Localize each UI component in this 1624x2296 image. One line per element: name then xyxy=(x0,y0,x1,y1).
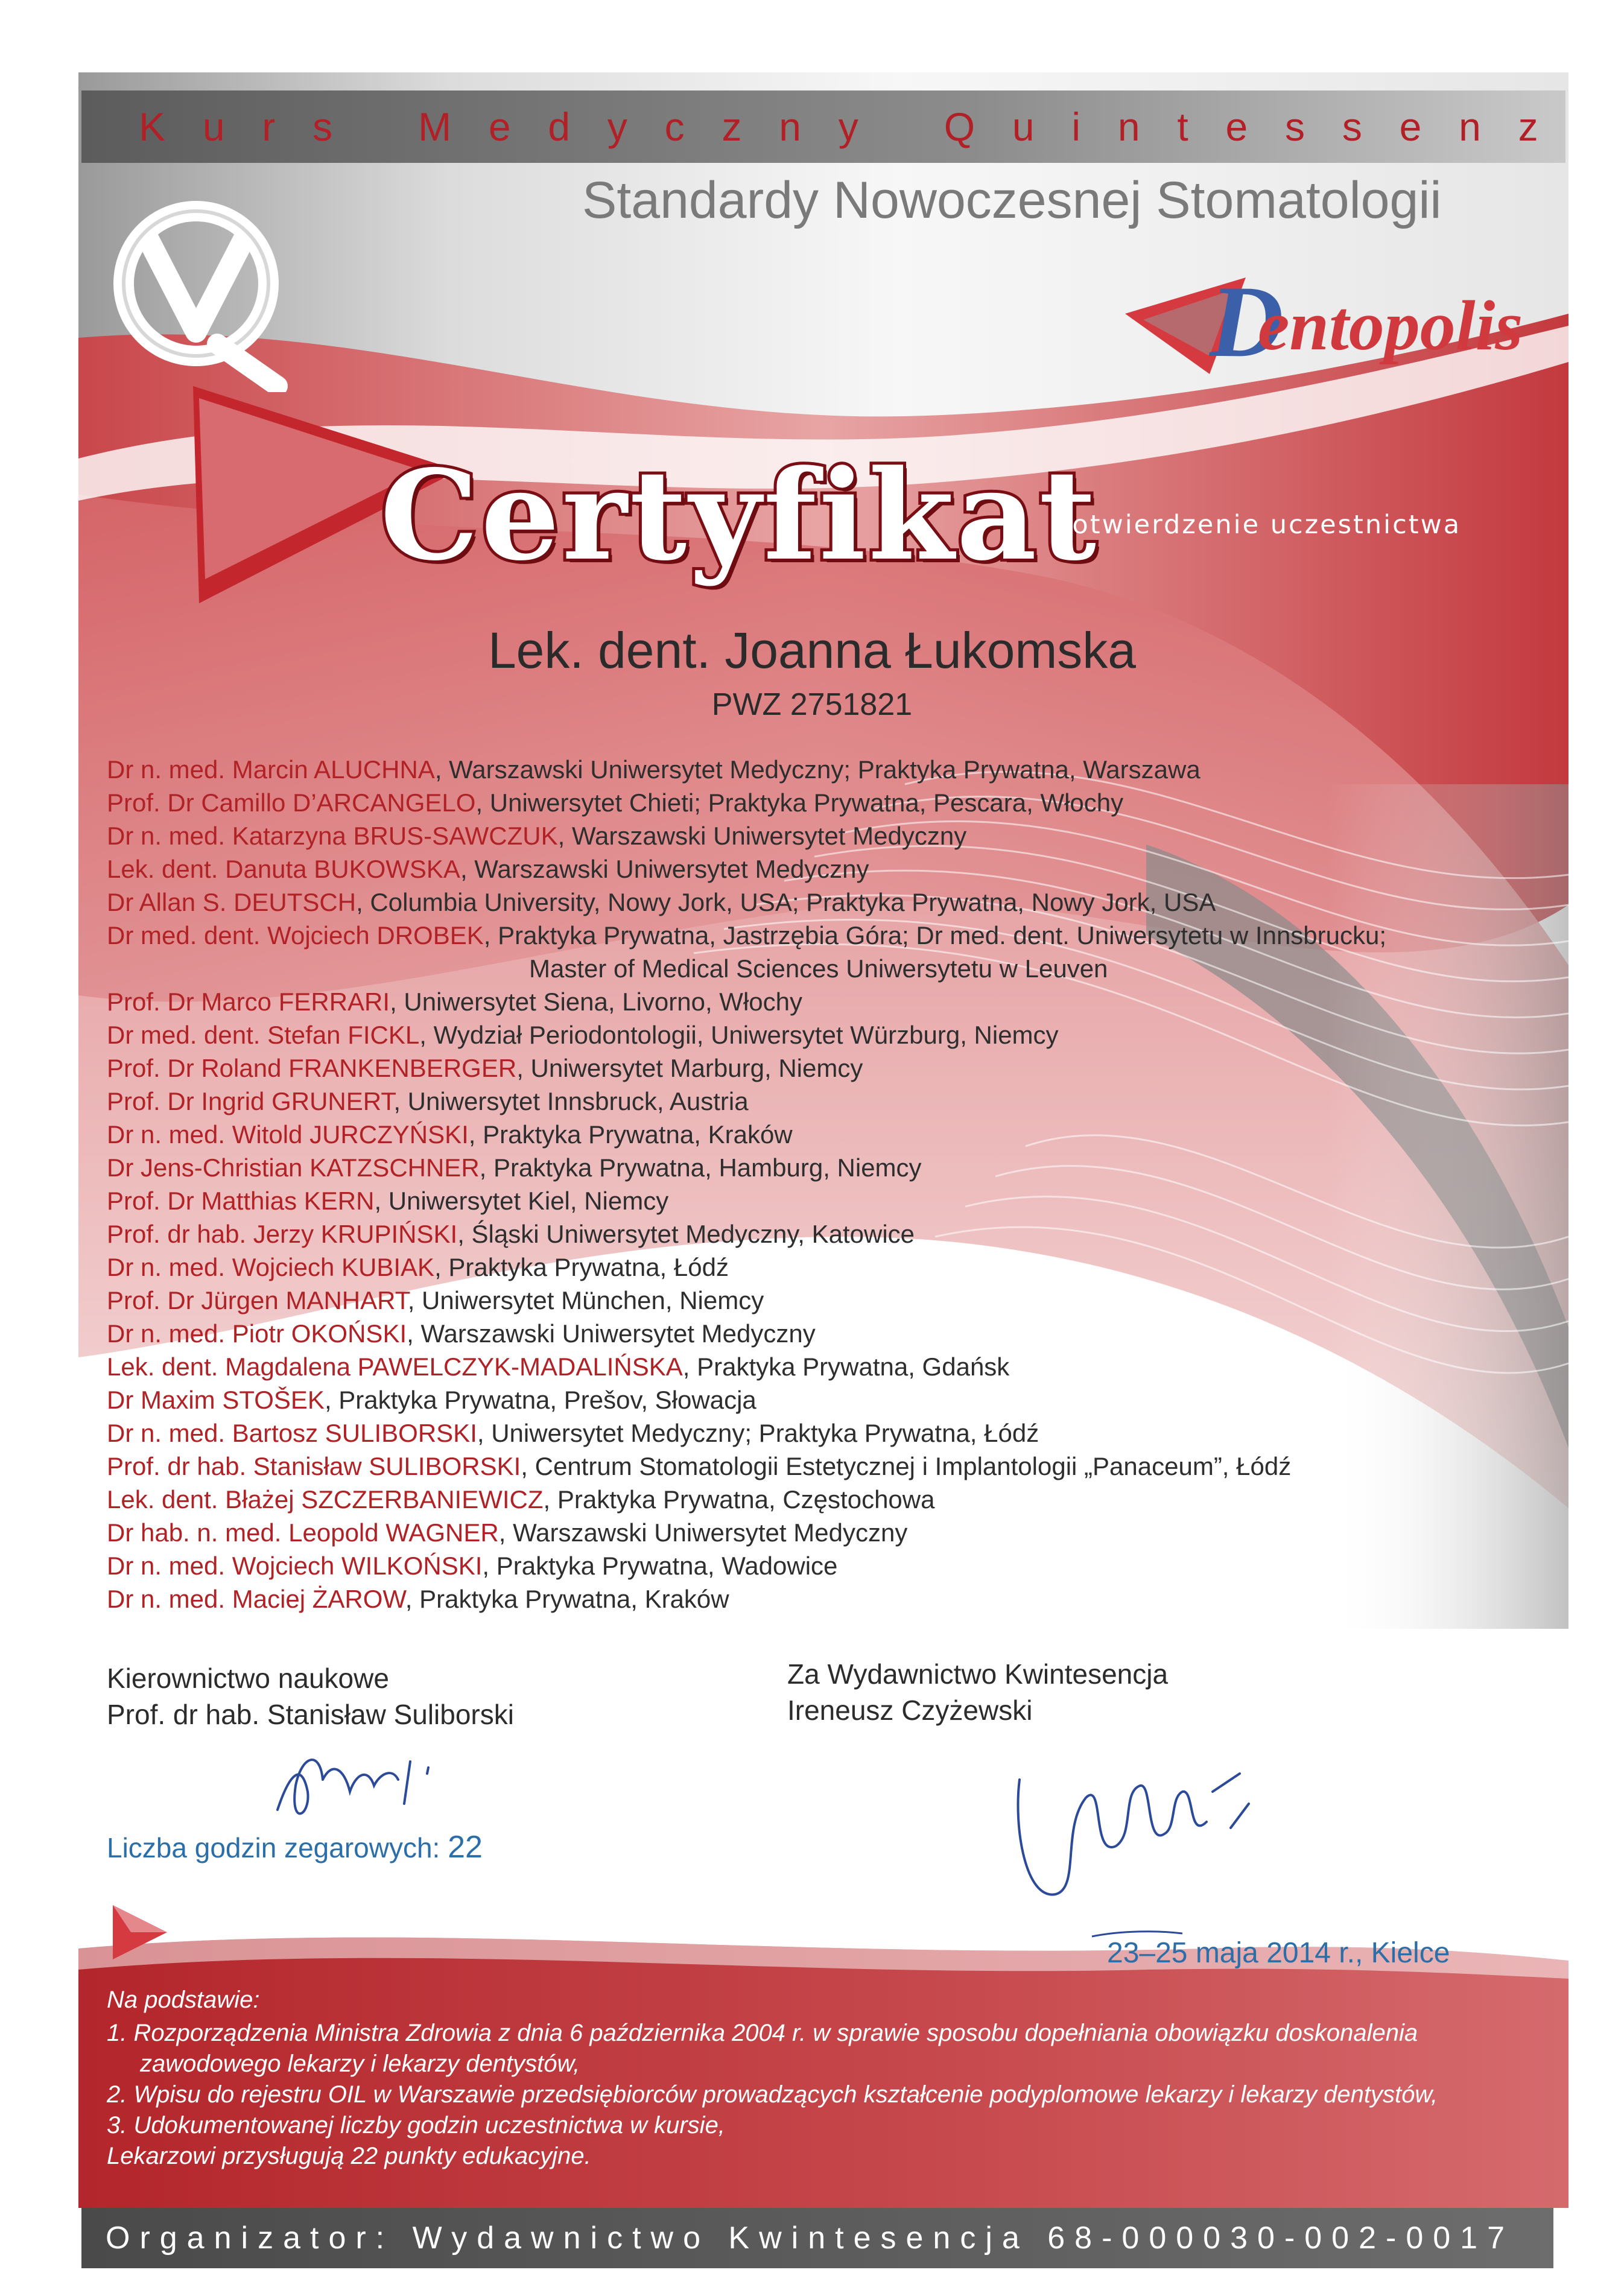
course-title-letter xyxy=(370,101,381,152)
lecturer-affiliation: , Śląski Uniwersytet Medyczny, Katowice xyxy=(457,1220,915,1248)
lecturer-affiliation: , Columbia University, Nowy Jork, USA; Praktyka Prywatna, Nowy Jork, USA xyxy=(356,888,1216,916)
lecturer-item xyxy=(107,919,1567,952)
legal-basis-item: Lekarzowi przysługują 22 punkty edukacyjne. xyxy=(107,2143,591,2169)
lecturer-affiliation: , Praktyka Prywatna, Kraków xyxy=(405,1585,729,1613)
lecturer-affiliation: , Praktyka Prywatna, Częstochowa xyxy=(543,1485,935,1514)
publisher-name: Ireneusz Czyżewski xyxy=(787,1695,1033,1726)
lecturer-item xyxy=(107,1118,1567,1151)
lecturer-name: Dr n. med. Piotr OKOŃSKI xyxy=(107,1319,407,1348)
lecturer-name: Prof. dr hab. Stanisław SULIBORSKI xyxy=(107,1452,521,1480)
lecturer-name: Dr n. med. Wojciech KUBIAK xyxy=(107,1253,435,1281)
organizer-bar xyxy=(81,2208,1553,2268)
lecturer-affiliation: , Praktyka Prywatna, Jastrzębia Góra; Dr med. dent. Uniwersytetu w Innsbrucku; xyxy=(483,921,1387,950)
course-title-letter: t xyxy=(1177,104,1188,149)
course-title-letter: e xyxy=(1399,104,1422,149)
lecturer-name: Dr hab. n. med. Leopold WAGNER xyxy=(107,1518,499,1547)
lecturer-name: Dr med. dent. Stefan FICKL xyxy=(107,1021,420,1049)
lecturer-affiliation: , Uniwersytet Marburg, Niemcy xyxy=(516,1054,863,1082)
lecturer-item xyxy=(107,1184,1567,1217)
lecturer-name: Prof. Dr Matthias KERN xyxy=(107,1187,375,1215)
course-title-letter: u xyxy=(202,104,225,149)
lecturer-name: Dr n. med. Maciej ŻAROW xyxy=(107,1585,405,1613)
course-title-letter: z xyxy=(1518,104,1538,149)
course-title-letter: e xyxy=(488,104,511,149)
course-title-letter: K xyxy=(139,104,166,149)
lecturer-item xyxy=(107,1284,1567,1317)
scientific-director-block xyxy=(107,1660,514,1733)
lecturer-item xyxy=(107,985,1567,1018)
lecturer-affiliation: , Warszawski Uniwersytet Medyczny xyxy=(498,1518,908,1547)
lecturer-affiliation: , Uniwersytet Kiel, Niemcy xyxy=(374,1187,669,1215)
hours-label: Liczba godzin zegarowych: xyxy=(107,1832,440,1863)
organizer-text: Organizator: Wydawnictwo Kwintesencja 68-000030-002-0017 xyxy=(106,2221,1515,2256)
publisher-block xyxy=(787,1656,1168,1728)
lecturer-affiliation: , Warszawski Uniwersytet Medyczny xyxy=(557,822,967,850)
course-title-letter: s xyxy=(312,104,333,149)
lecturer-item xyxy=(107,819,1567,852)
lecturer-affiliation: , Centrum Stomatologii Estetycznej i Implantologii „Panaceum”, Łódź xyxy=(521,1452,1292,1480)
hours-value: 22 xyxy=(448,1830,483,1865)
course-title-letter: n xyxy=(1459,104,1481,149)
hours-count xyxy=(107,1829,483,1865)
course-title-letter: e xyxy=(1225,104,1248,149)
course-title-letter: y xyxy=(838,104,858,149)
lecturer-item xyxy=(107,1151,1567,1184)
course-title-letter: M xyxy=(418,104,452,149)
lecturer-name: Dr n. med. Bartosz SULIBORSKI xyxy=(107,1419,477,1447)
lecturer-item xyxy=(107,1085,1567,1118)
signature-right xyxy=(1001,1755,1255,1949)
lecturer-name: Dr n. med. Wojciech WILKOŃSKI xyxy=(107,1552,483,1580)
lecturer-name: Prof. Dr Jürgen MANHART xyxy=(107,1286,408,1314)
course-title-letter: Q xyxy=(944,104,975,149)
lecturer-item xyxy=(107,753,1567,786)
lecturer-item xyxy=(107,1317,1567,1350)
course-title xyxy=(139,101,1538,152)
lecturer-affiliation: , Praktyka Prywatna, Gdańsk xyxy=(682,1353,1010,1381)
lecturer-affiliation: , Praktyka Prywatna, Prešov, Słowacja xyxy=(324,1386,756,1414)
legal-basis-heading: Na podstawie: xyxy=(107,1987,260,2013)
lecturer-name: Prof. Dr Roland FRANKENBERGER xyxy=(107,1054,517,1082)
lecturer-name: Prof. Dr Marco FERRARI xyxy=(107,988,390,1016)
lecturers-list xyxy=(107,753,1567,1616)
scientific-director-name: Prof. dr hab. Stanisław Suliborski xyxy=(107,1699,514,1730)
lecturer-name: Dr n. med. Marcin ALUCHNA xyxy=(107,755,435,784)
lecturer-affiliation: , Praktyka Prywatna, Wadowice xyxy=(482,1552,838,1580)
quintessenz-logo xyxy=(97,193,296,392)
lecturer-item xyxy=(107,1018,1567,1051)
lecturer-item xyxy=(107,1383,1567,1416)
course-title-letter: i xyxy=(1071,104,1081,149)
course-title-letter: s xyxy=(1285,104,1305,149)
lecturer-name: Dr n. med. Katarzyna BRUS-SAWCZUK xyxy=(107,822,558,850)
lecturer-affiliation: , Warszawski Uniwersytet Medyczny; Praktyka Prywatna, Warszawa xyxy=(434,755,1201,784)
lecturer-name: Prof. dr hab. Jerzy KRUPIŃSKI xyxy=(107,1220,458,1248)
lecturer-affiliation: , Praktyka Prywatna, Kraków xyxy=(468,1120,793,1149)
course-subtitle: Standardy Nowoczesnej Stomatologii xyxy=(582,171,1442,229)
lecturer-item-continuation xyxy=(107,952,1567,985)
lecturer-affiliation: , Warszawski Uniwersytet Medyczny xyxy=(460,855,869,883)
course-title-bar xyxy=(81,90,1565,163)
lecturer-item xyxy=(107,1217,1567,1251)
legal-basis xyxy=(107,1985,1524,2172)
lecturer-affiliation: , Praktyka Prywatna, Hamburg, Niemcy xyxy=(479,1153,922,1182)
lecturer-item xyxy=(107,1051,1567,1085)
lecturer-name: Dr Maxim STOŠEK xyxy=(107,1386,325,1414)
lecturer-name: Prof. Dr Camillo D’ARCANGELO xyxy=(107,788,476,817)
lecturer-name: Dr Allan S. DEUTSCH xyxy=(107,888,357,916)
scientific-director-role: Kierownictwo naukowe xyxy=(107,1663,389,1694)
course-title-letter: n xyxy=(779,104,801,149)
course-title-letter: z xyxy=(722,104,742,149)
course-title-letter: s xyxy=(1342,104,1362,149)
play-arrow-icon xyxy=(107,1899,173,1965)
legal-basis-item: 2. Wpisu do rejestru OIL w Warszawie przedsiębiorców prowadzących kształcenie podyplomowe lekarzy i lekarzy dentystów, xyxy=(107,2081,1438,2108)
lecturer-affiliation: , Wydział Periodontologii, Uniwersytet Würzburg, Niemcy xyxy=(419,1021,1059,1049)
lecturer-affiliation: , Uniwersytet Innsbruck, Austria xyxy=(393,1087,749,1115)
lecturer-name: Lek. dent. Danuta BUKOWSKA xyxy=(107,855,460,883)
lecturer-affiliation: , Uniwersytet München, Niemcy xyxy=(407,1286,764,1314)
lecturer-item xyxy=(107,1450,1567,1483)
dentopolis-initial: D xyxy=(1210,265,1284,378)
lecturer-name: Prof. Dr Ingrid GRUNERT xyxy=(107,1087,394,1115)
lecturer-affiliation: , Uniwersytet Chieti; Praktyka Prywatna, Pescara, Włochy xyxy=(475,788,1124,817)
legal-basis-item: 1. Rozporządzenia Ministra Zdrowia z dnia 6 października 2004 r. w sprawie sposobu dopełniania obowiązku doskonalenia xyxy=(107,2020,1418,2046)
lecturer-name: Dr Jens-Christian KATZSCHNER xyxy=(107,1153,480,1182)
course-title-letter xyxy=(896,101,907,152)
date-place: 23–25 maja 2014 r., Kielce xyxy=(1107,1937,1450,1969)
lecturer-item xyxy=(107,1516,1567,1549)
lecturer-item xyxy=(107,1582,1567,1616)
course-title-letter: y xyxy=(607,104,627,149)
lecturer-affiliation: , Uniwersytet Siena, Livorno, Włochy xyxy=(390,988,802,1016)
lecturer-affiliation: , Uniwersytet Medyczny; Praktyka Prywatna, Łódź xyxy=(477,1419,1039,1447)
course-title-letter: r xyxy=(262,104,276,149)
dentopolis-logo xyxy=(1119,253,1553,392)
signature-left xyxy=(265,1737,483,1834)
lecturer-item xyxy=(107,1251,1567,1284)
certificate-title: Certyfikat xyxy=(380,443,1099,588)
legal-basis-item: zawodowego lekarzy i lekarzy dentystów, xyxy=(140,2050,580,2077)
lecturer-item xyxy=(107,1483,1567,1516)
lecturer-affiliation: Master of Medical Sciences Uniwersytetu w Leuven xyxy=(529,954,1108,983)
dentopolis-wordmark: entopolis xyxy=(1258,286,1523,365)
certificate-tagline: Potwierdzenie uczestnictwa xyxy=(1056,510,1462,540)
lecturer-name: Dr n. med. Witold JURCZYŃSKI xyxy=(107,1120,469,1149)
participant-name: Lek. dent. Joanna Łukomska xyxy=(487,622,1137,679)
lecturer-item xyxy=(107,786,1567,819)
lecturer-item xyxy=(107,1416,1567,1450)
course-title-letter: u xyxy=(1012,104,1035,149)
lecturer-item xyxy=(107,886,1567,919)
course-title-letter: n xyxy=(1117,104,1140,149)
course-title-letter: c xyxy=(664,104,685,149)
legal-basis-item: 3. Udokumentowanej liczby godzin uczestnictwa w kursie, xyxy=(107,2112,725,2139)
lecturer-item xyxy=(107,1350,1567,1383)
course-title-letter: d xyxy=(548,104,571,149)
lecturer-name: Lek. dent. Błażej SZCZERBANIEWICZ xyxy=(107,1485,544,1514)
publisher-role: Za Wydawnictwo Kwintesencja xyxy=(787,1658,1169,1690)
lecturer-name: Lek. dent. Magdalena PAWELCZYK-MADALIŃSKA xyxy=(107,1353,683,1381)
participant-pwz: PWZ 2751821 xyxy=(711,687,913,722)
lecturer-item xyxy=(107,1549,1567,1582)
lecturer-name: Dr med. dent. Wojciech DROBEK xyxy=(107,921,484,950)
lecturer-affiliation: , Praktyka Prywatna, Łódź xyxy=(434,1253,729,1281)
lecturer-affiliation: , Warszawski Uniwersytet Medyczny xyxy=(407,1319,816,1348)
lecturer-item xyxy=(107,852,1567,886)
